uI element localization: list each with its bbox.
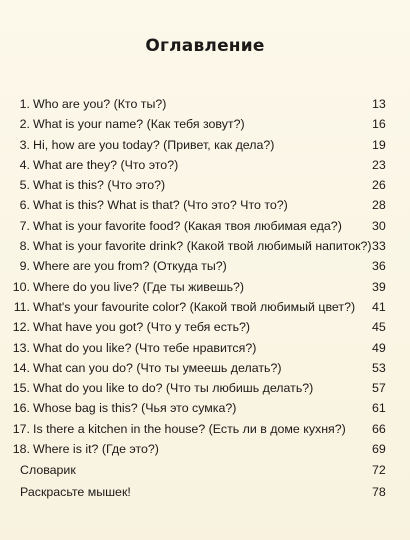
toc-entry <box>0 114 410 134</box>
toc-entry <box>0 94 410 114</box>
toc-entry-number: 3. <box>19 137 30 152</box>
toc-entry <box>0 317 410 337</box>
toc-entry-number: 17. <box>12 421 30 436</box>
toc-entry-number: 4. <box>19 157 30 172</box>
toc-entry-page: 61 <box>372 401 386 416</box>
toc-entry-page: 78 <box>372 485 386 500</box>
toc-entry-title: What have you got? (Что у тебя есть?) <box>33 320 251 335</box>
toc-entry-title: Hi, how are you today? (Привет, как дела?) <box>33 137 275 152</box>
toc-entry-title: What can you do? (Что ты умеешь делать?) <box>33 360 282 375</box>
toc-entry-page: 33 <box>372 239 386 254</box>
toc-entry-number: 12. <box>12 320 30 335</box>
toc-entry <box>0 236 410 256</box>
toc-entry-number: 1. <box>19 97 30 111</box>
toc-entry <box>0 155 410 175</box>
toc-entry-page: 41 <box>372 299 386 314</box>
toc-entry-number: 8. <box>19 239 30 254</box>
toc-entry-number: 9. <box>19 259 30 274</box>
toc-entry-number: 10. <box>12 279 30 294</box>
table-of-contents <box>0 94 410 503</box>
toc-entry-page: 19 <box>372 137 386 152</box>
toc-entry-page: 30 <box>372 218 386 233</box>
toc-entry-page: 72 <box>372 463 386 478</box>
toc-entry-page: 28 <box>372 198 386 213</box>
toc-extra-entry <box>0 481 410 503</box>
toc-entry <box>0 195 410 215</box>
toc-entry-title: What are they? (Что это?) <box>33 157 179 172</box>
toc-entry-title: Словарик <box>20 463 76 478</box>
toc-entry <box>0 419 410 439</box>
toc-entry <box>0 398 410 418</box>
toc-entry <box>0 135 410 155</box>
toc-entry-title: What is your name? (Как тебя зовут?) <box>33 117 245 132</box>
toc-entry-number: 2. <box>19 117 30 132</box>
toc-entry-title: What is your favorite food? (Какая твоя любимая еда?) <box>33 218 342 233</box>
toc-entry <box>0 358 410 378</box>
page-title: Оглавление <box>145 36 265 56</box>
toc-entry-page: 49 <box>372 340 386 355</box>
toc-entry-number: 7. <box>19 218 30 233</box>
toc-entry-page: 16 <box>372 117 386 132</box>
toc-entry <box>0 297 410 317</box>
toc-entry-number: 11. <box>13 299 30 314</box>
toc-entry-title: What's your favourite color? (Какой твой любимый цвет?) <box>33 299 356 314</box>
toc-entry-page: 36 <box>372 259 386 274</box>
toc-entry-title: Where are you from? (Откуда ты?) <box>33 259 227 274</box>
toc-entry-page: 57 <box>372 381 386 396</box>
toc-entry <box>0 338 410 358</box>
toc-entry <box>0 175 410 195</box>
toc-entry-number: 5. <box>19 178 30 193</box>
toc-entry-number: 14. <box>12 360 30 375</box>
toc-entry-page: 66 <box>372 421 386 436</box>
toc-entry-page: 39 <box>372 279 386 294</box>
toc-entry <box>0 216 410 236</box>
toc-entry-title: What is this? What is that? (Что это? Что то?) <box>33 198 288 213</box>
toc-entry-page: 23 <box>372 157 386 172</box>
toc-entry-title: Who are you? (Кто ты?) <box>33 97 167 111</box>
toc-entry-title: What is your favorite drink? (Какой твой любимый напиток?) <box>33 239 372 254</box>
toc-entry-title: Раскрасьте мышек! <box>20 485 131 500</box>
toc-entry-title: What do you like to do? (Что ты любишь делать?) <box>33 381 314 396</box>
toc-entry <box>0 277 410 297</box>
toc-entry-page: 13 <box>372 97 386 111</box>
toc-entry-number: 15. <box>12 381 30 396</box>
toc-entry-page: 45 <box>372 320 386 335</box>
toc-entry-title: Whose bag is this? (Чья это сумка?) <box>33 401 237 416</box>
toc-entry-title: Where is it? (Где это?) <box>33 442 159 457</box>
toc-entry-number: 16. <box>12 401 30 416</box>
toc-entry <box>0 439 410 459</box>
toc-entry <box>0 378 410 398</box>
toc-entry <box>0 256 410 276</box>
toc-entry-number: 6. <box>19 198 30 213</box>
toc-entry-page: 53 <box>372 360 386 375</box>
toc-entry-page: 26 <box>372 178 386 193</box>
toc-entry-title: Where do you live? (Где ты живешь?) <box>33 279 245 294</box>
toc-entry-title: What is this? (Что это?) <box>33 178 166 193</box>
toc-entry-number: 13. <box>12 340 30 355</box>
toc-entry-title: Is there a kitchen in the house? (Есть ли в доме кухня?) <box>33 421 346 436</box>
toc-extra-entry <box>0 459 410 481</box>
toc-entry-page: 69 <box>372 442 386 457</box>
toc-entry-title: What do you like? (Что тебе нравится?) <box>33 340 257 355</box>
toc-entry-number: 18. <box>12 442 30 457</box>
